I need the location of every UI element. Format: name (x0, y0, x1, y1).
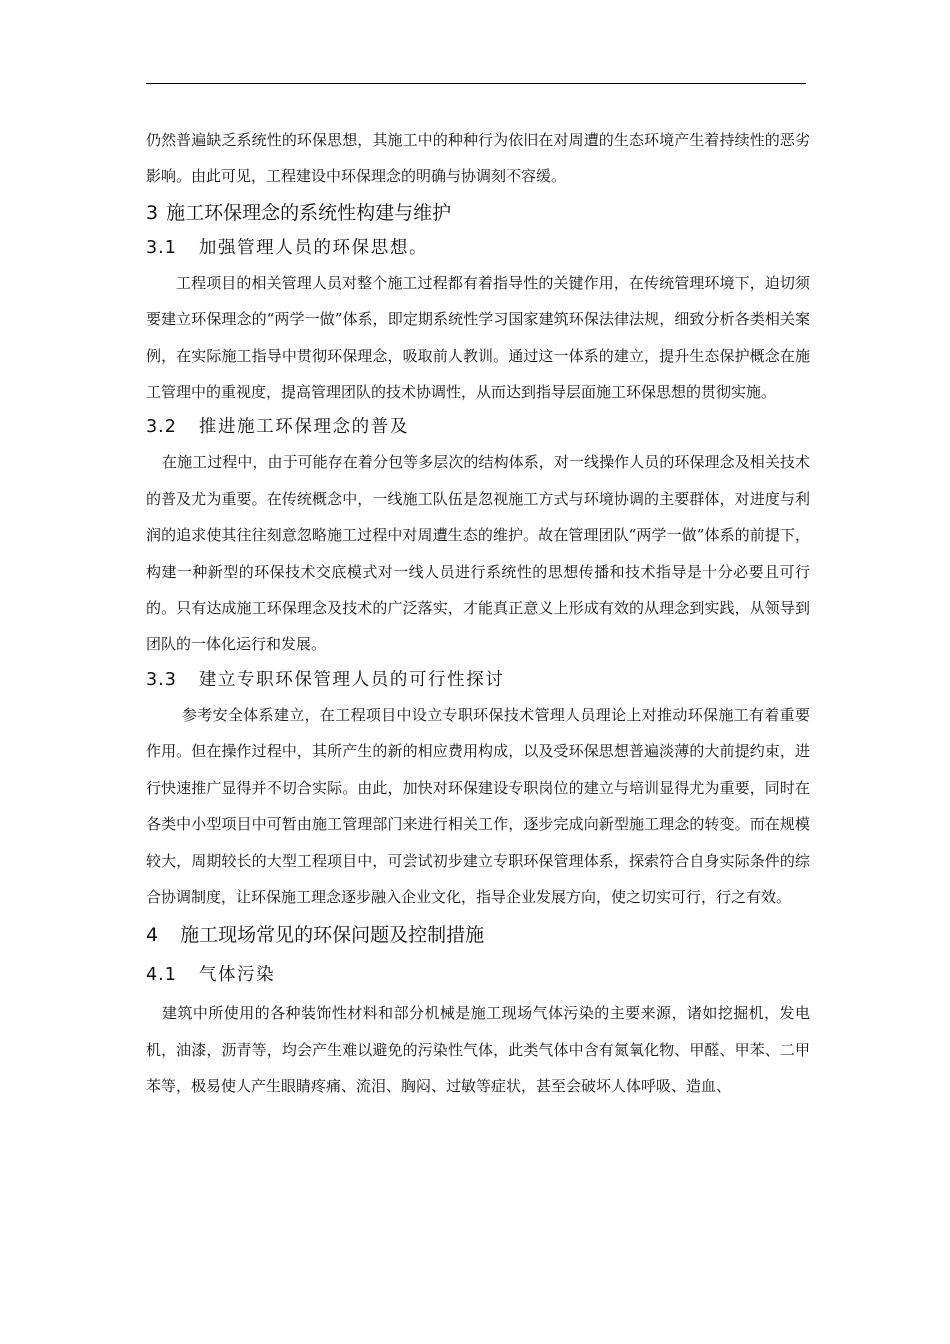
header-rule (146, 83, 806, 84)
section-4-title: 施工现场常见的环保问题及控制措施 (180, 924, 485, 947)
section-3-title: 施工环保理念的系统性构建与维护 (166, 201, 452, 224)
section-3-1-title: 加强管理人员的环保思想。 (198, 237, 429, 258)
section-3-3-number: 3.3 (146, 669, 177, 690)
section-3-number: 3 (146, 201, 159, 224)
section-3-2-paragraph: 在施工过程中，由于可能存在着分包等多层次的结构体系，对一线操作人员的环保理念及相关技术的普及尤为重要。在传统概念中，一线施工队伍是忽视施工方式与环境协调的主要群体，对进度与利润的追求使其往往刻意忽略施工过程中对周遭生态的维护。故在管理团队“两学一做”体系的前提下，构建一种新型的环保技术交底模式对一线人员进行系统性的思想传播和技术指导是十分必要且可行的。只有达成施工环保理念及技术的广泛落实，才能真正意义上形成有效的从理念到实践，从领导到团队的一体化运行和发展。 (146, 453, 810, 654)
section-3-2-number: 3.2 (146, 417, 177, 438)
intro-paragraph: 仍然普遍缺乏系统性的环保思想，其施工中的种种行为依旧在对周遭的生态环境产生着持续性的恶劣影响。由此可见，工程建设中环保理念的明确与协调刻不容缓。 (146, 131, 810, 186)
section-4-1-paragraph: 建筑中所使用的各种装饰性材料和部分机械是施工现场气体污染的主要来源，诸如挖掘机，发电机，油漆，沥青等，均会产生难以避免的污染性气体，此类气体中含有氮氧化物、甲醛、甲苯、二甲苯等，极易使人产生眼睛疼痛、流泪、胸闷、过敏等症状，甚至会破坏人体呼吸、造血、 (146, 1004, 810, 1096)
section-4-1-heading (146, 955, 810, 995)
section-3-1-paragraph: 工程项目的相关管理人员对整个施工过程都有着指导性的关键作用，在传统管理环境下，迫切须要建立环保理念的“两学一做”体系，即定期系统性学习国家建筑环保法律法规，细致分析各类相关案例，在实际施工指导中贯彻环保理念，吸取前人教训。通过这一体系的建立，提升生态保护概念在施工管理中的重视度，提高管理团队的技术协调性，从而达到指导层面施工环保思想的贯彻实施。 (146, 273, 810, 402)
section-3-3-heading (146, 663, 810, 697)
section-3-2-heading (146, 410, 810, 444)
section-3-1-heading (146, 231, 810, 265)
section-4-1-number: 4.1 (146, 965, 177, 986)
section-4-1-title: 气体污染 (198, 965, 276, 986)
section-4-number: 4 (146, 924, 159, 947)
section-3-2-title: 推进施工环保理念的普及 (198, 417, 409, 438)
section-3-heading (146, 195, 810, 231)
section-3-1-number: 3.1 (146, 237, 177, 258)
document-body (146, 122, 810, 1105)
section-3-3-title: 建立专职环保管理人员的可行性探讨 (198, 669, 505, 690)
section-3-3-paragraph: 参考安全体系建立，在工程项目中设立专职环保技术管理人员理论上对推动环保施工有着重要作用。但在操作过程中，其所产生的新的相应费用构成，以及受环保思想普遍淡薄的大前提约束，进行快速推广显得并不切合实际。由此，加快对环保建设专职岗位的建立与培训显得尤为重要，同时在各类中小型项目中可暂由施工管理部门来进行相关工作，逐步完成向新型施工理念的转变。而在规模较大，周期较长的大型工程项目中，可尝试初步建立专职环保管理体系，探索符合自身实际条件的综合协调制度，让环保施工理念逐步融入企业文化，指导企业发展方向，使之切实可行，行之有效。 (146, 705, 810, 906)
section-4-heading (146, 915, 810, 955)
